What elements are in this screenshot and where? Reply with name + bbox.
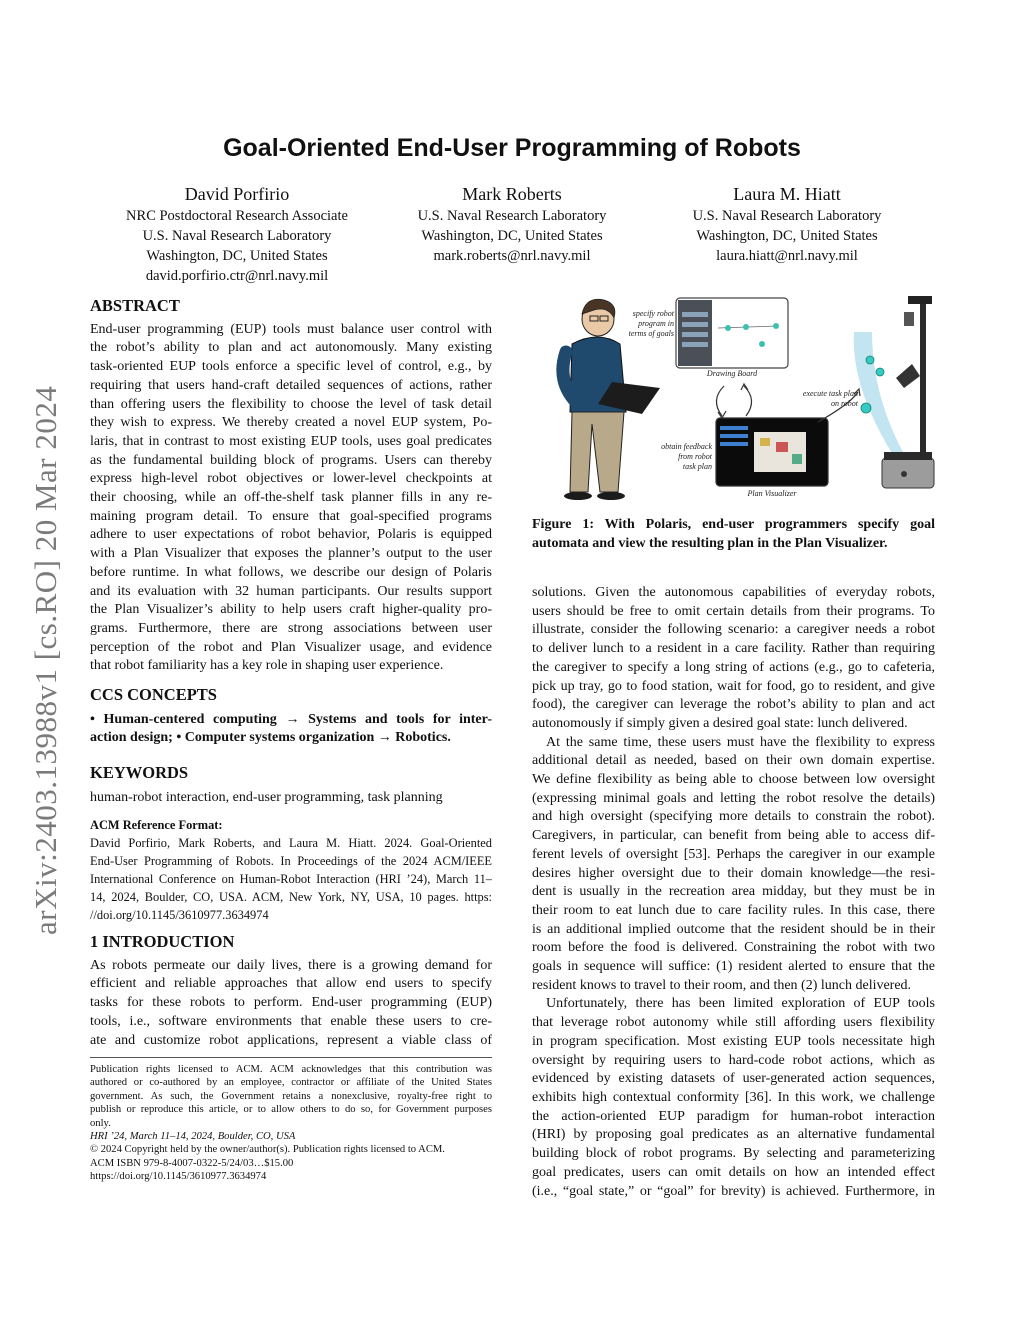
footnote-venue: HRI ’24, March 11–14, 2024, Boulder, CO, USA [90, 1131, 296, 1143]
body-line: goals in sequence will suffice: (1) resident alerted to ensure that the [532, 959, 935, 975]
reference-line: David Porfirio, Mark Roberts, and Laura M. Hiatt. 2024. Goal-Oriented [90, 836, 492, 850]
body-line: building block of robot programs. By selecting and parameterizing [532, 1146, 935, 1162]
reference-doi-link[interactable]: //doi.org/10.1145/3610977.3634974 [90, 908, 269, 922]
figure-label-specify: program in [638, 319, 674, 328]
author-email[interactable]: laura.hiatt@nrl.navy.mil [716, 248, 858, 264]
ccs-heading: CCS CONCEPTS [90, 685, 217, 704]
author-affiliation: U.S. Naval Research Laboratory [417, 208, 607, 224]
author-block [87, 183, 387, 286]
figure-label-execute: on robot [830, 399, 858, 408]
figure-label-feedback: task plan [682, 462, 712, 471]
figure-label-specify: terms of goals [628, 329, 674, 338]
author-affiliation: U.S. Naval Research Laboratory [142, 228, 332, 244]
introduction-heading: 1 INTRODUCTION [90, 932, 235, 951]
body-line: users should be free to omit certain details from their programs. To [532, 603, 935, 619]
abstract-line: their choosing, while an off-the-shelf task planner fills in any re- [90, 490, 492, 506]
body-line: resident knows to travel to their room, and then (2) lunch delivered. [532, 977, 912, 993]
reference-line: End-User Programming of Robots. In Proceedings of the 2024 ACM/IEEE [90, 854, 492, 868]
abstract-line: with a Plan Visualizer that exposes the planner’s output to the user [90, 546, 492, 562]
body-line: their room to eat lunch due to care facility rules. In this case, there [532, 902, 935, 918]
body-line: illustrate, consider the following scenario: a caregiver needs a robot [532, 622, 935, 638]
author-location: Washington, DC, United States [421, 228, 603, 244]
body-line: (i.e., “goal state,” or “goal” for brevity) is achieved. Furthermore, in [532, 1183, 935, 1199]
figure-caption-line: automata and view the resulting plan in the Plan Visualizer. [532, 535, 888, 551]
body-line: the caregiver to specify a long string of actions (e.g., go to cafeteria, [532, 659, 935, 675]
abstract-heading: ABSTRACT [90, 296, 180, 315]
reference-heading: ACM Reference Format: [90, 818, 223, 832]
body-line: Caregivers, in particular, can benefit from being able to access dif- [532, 828, 935, 844]
author-block [637, 183, 937, 266]
body-line: to deliver lunch to a resident in a care facility. Rather than requiring [532, 641, 935, 657]
abstract-line: as the fundamental building block of programs. Users can thereby [90, 452, 492, 468]
ccs-section [90, 686, 492, 748]
abstract-line: the robot’s ability to plan and act autonomously. Many existing [90, 340, 492, 356]
reference-line: 14, 2024, Boulder, CO, USA. ACM, New York, NY, USA, 10 pages. https: [90, 890, 492, 904]
body-line: exhibits high contextual conformity [36]. In this work, we challenge [532, 1089, 935, 1105]
abstract-section [90, 297, 492, 676]
abstract-line: maining program detail. To ensure that goal-specified programs [90, 508, 492, 524]
introduction-section [90, 933, 492, 1050]
body-line: is an additional implied outcome that the resident should be in their [532, 921, 935, 937]
footnote-line: government. As such, the Government retains a nonexclusive, royalty-free right to [90, 1090, 492, 1102]
body-line: solutions. Given the autonomous capabilities of everyday robots, [532, 585, 935, 600]
footnote-line: authored or co-authored by an employee, contractor or affiliate of the United States [90, 1077, 492, 1089]
body-line: additional detail as needed, based on their own domain expertise. [532, 753, 935, 769]
abstract-line: express high-level robot objectives or lower-level checkpoints at [90, 471, 492, 487]
abstract-line: laris, that in contrast to most existing EUP tools, uses goal predicates [90, 433, 492, 449]
body-line: (expressing minimal goals and letting the robot resolve the details) [532, 790, 935, 806]
intro-line: tasks for these robots to perform. End-user programming (EUP) [90, 995, 492, 1011]
abstract-line: task-oriented EUP tools enforce a specific level of control, e.g., by [90, 359, 492, 375]
plan-visualizer-screen [716, 418, 828, 486]
body-line: and high oversight (specifying more details to constrain the robot). [532, 809, 935, 825]
body-line: the action-oriented EUP paradigm for human-robot interaction [532, 1108, 935, 1124]
footnote-line: publish or reproduce this article, or to allow others to do so, for Government purposes [90, 1104, 492, 1116]
intro-line: ate and customize robot applications, represent a viable class of [90, 1032, 492, 1048]
abstract-line: the Plan Visualizer’s ability to help users craft higher-quality pro- [90, 602, 492, 618]
paper-title: Goal-Oriented End-User Programming of Robots [223, 134, 801, 162]
keywords-text: human-robot interaction, end-user programming, task planning [90, 789, 443, 805]
footnote-divider [90, 1057, 492, 1058]
figure-label-drawing-board: Drawing Board [706, 369, 758, 378]
body-line: (HRI) by proposing goal predicates as an alternative fundamental [532, 1127, 935, 1143]
body-line: in program specification. Most existing EUP tools necessitate high [532, 1033, 935, 1049]
figure-illustration [532, 292, 935, 502]
body-line: goal predicates, users can omit details on how an intended effect [532, 1164, 935, 1180]
arxiv-side-banner: arXiv:2403.13988v1 [cs.RO] 20 Mar 2024 [28, 385, 63, 935]
author-affiliation: NRC Postdoctoral Research Associate [126, 208, 348, 224]
body-line: ferent levels of oversight [53]. Perhaps the caregiver in our example [532, 846, 935, 862]
abstract-line: End-user programming (EUP) tools must balance user control with [90, 321, 492, 337]
body-line: At the same time, these users must have the flexibility to express [546, 734, 935, 750]
footnote-isbn: ACM ISBN 979-8-4007-0322-5/24/03…$15.00 [90, 1157, 294, 1169]
figure-caption [532, 516, 935, 553]
intro-line: efficient and reliable approaches that allow end users to specify [90, 976, 492, 992]
body-line: We define flexibility as being able to choose between low oversight [532, 772, 935, 788]
author-name: Laura M. Hiatt [733, 184, 841, 204]
body-line: oversight by requiring users to hard-code robot actions, which as [532, 1052, 935, 1068]
right-column-body [532, 584, 935, 1201]
body-line: autonomously if simply given a desired goal state: lunch delivered. [532, 715, 908, 731]
author-location: Washington, DC, United States [146, 248, 328, 264]
author-block [362, 183, 662, 266]
abstract-line: than offering users the flexibility to choose the level of task detail [90, 396, 492, 412]
author-name: David Porfirio [184, 184, 290, 204]
author-email[interactable]: david.porfirio.ctr@nrl.navy.mil [145, 268, 329, 284]
footnote-section [90, 1063, 492, 1184]
keywords-heading: KEYWORDS [90, 763, 189, 782]
author-affiliation: U.S. Naval Research Laboratory [692, 208, 882, 224]
robot-figure [854, 296, 934, 488]
figure-label-feedback: obtain feedback [661, 442, 712, 451]
body-line: pick up tray, go to food station, wait for food, go to resident, and give [532, 678, 935, 694]
intro-line: As robots permeate our daily lives, there is a growing demand for [90, 957, 492, 973]
abstract-line: they wish to express. We thereby created a novel EUP system, Po- [90, 415, 492, 431]
body-line: dent is usually in the recreation area midday, but they must be in [532, 884, 935, 900]
author-name: Mark Roberts [462, 184, 562, 204]
footnote-doi-link[interactable]: https://doi.org/10.1145/3610977.3634974 [90, 1171, 267, 1183]
figure-label-plan-visualizer: Plan Visualizer [747, 489, 797, 498]
figure-label-feedback: from robot [678, 452, 712, 461]
abstract-line: and its evaluation with 32 human participants. Our results support [90, 583, 492, 599]
abstract-line: adhere to user expectations of robot behavior, Polaris is equipped [90, 527, 492, 543]
abstract-body [90, 321, 492, 676]
abstract-line: requiring that users hand-craft detailed sequences of actions, rather [90, 377, 492, 393]
drawing-board-screen [676, 298, 788, 368]
figure-1 [532, 292, 935, 502]
footnote-copyright: © 2024 Copyright held by the owner/author(s). Publication rights licensed to ACM. [90, 1144, 445, 1156]
abstract-line: before runtime. In what follows, we describe our design of Polaris [90, 564, 492, 580]
abstract-line: that robot familiarity has a key role in shaping user experience. [90, 658, 444, 674]
abstract-line: grams. Furthermore, there are strong associations between user [90, 620, 492, 636]
figure-label-specify: specify robot [632, 309, 674, 318]
author-email[interactable]: mark.roberts@nrl.navy.mil [433, 248, 591, 264]
body-line: that leverage robot autonomy while still affording users flexibility [532, 1015, 935, 1031]
body-line: desires higher oversight due to their domain knowledge—the resi- [532, 865, 935, 881]
footnote-line: only. [90, 1117, 111, 1129]
body-line: Unfortunately, there has been limited exploration of EUP tools [546, 996, 935, 1012]
ccs-line: • Human-centered computing → Systems and tools for inter- [90, 711, 492, 727]
author-location: Washington, DC, United States [696, 228, 878, 244]
abstract-line: perception of the robot and Plan Visualizer usage, and evidence [90, 639, 492, 655]
reference-section [90, 816, 492, 924]
reference-line: International Conference on Human-Robot Interaction (HRI ’24), March 11– [90, 872, 492, 886]
body-line: food), the caregiver can leverage the robot’s ability to plan and act [532, 697, 935, 713]
footnote-line: Publication rights licensed to ACM. ACM acknowledges that this contribution was [90, 1064, 492, 1075]
intro-line: tools, i.e., software environments that enable these users to cre- [90, 1013, 492, 1029]
body-line: room before the food is delivered. Constraining the robot with two [532, 940, 935, 956]
figure-caption-line: Figure 1: With Polaris, end-user programmers specify goal [532, 517, 935, 532]
ccs-line: action design; • Computer systems organization → Robotics. [90, 730, 451, 746]
keywords-section [90, 764, 492, 807]
body-line: evidenced by existing datasets of user-generated action sequences, [532, 1071, 935, 1087]
figure-label-execute: execute task plan [802, 389, 858, 398]
